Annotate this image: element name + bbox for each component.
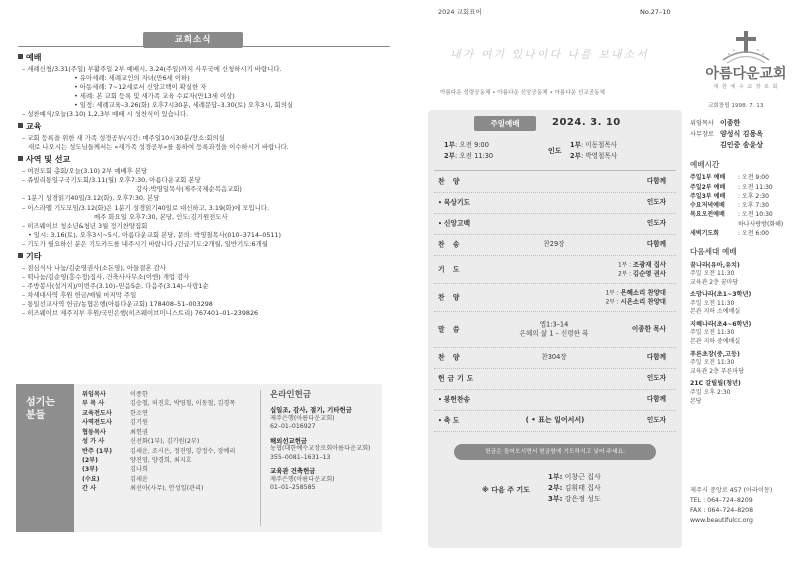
church-logo <box>696 30 796 91</box>
news-line: • 일정: 세례교육–3.26(화) 오후7시30분, 세례문답–3.30(토) 오후3시, 회의실 <box>74 101 294 110</box>
worship-times <box>444 140 493 161</box>
news-title: 교회소식 <box>143 32 243 48</box>
next-gen-group: 지혜나라(초4~6학년) <box>690 321 752 328</box>
staff-names: 김세운 <box>130 475 148 483</box>
next-gen-detail: 주일 오전 11:30 <box>690 269 735 277</box>
news-section-heading: 예배 <box>18 53 390 64</box>
leader-label: 인도 <box>548 147 562 155</box>
worship-time-row: 2부: 오전 11:30 <box>444 151 494 160</box>
staff-row <box>82 399 254 408</box>
community-subtitle: 아름다운 성령공동체 • 아름다운 신앙공동체 • 아름다운 선교공동체 <box>440 90 605 96</box>
standing-dot-icon: • <box>438 199 442 207</box>
news-line: – 차세대사역 후원 헌금/매월 마지막 주일 <box>22 291 137 300</box>
staff-role: (수요) <box>82 475 100 483</box>
staff-role: 위임목사 <box>82 391 106 398</box>
staff-names: 최선아(사무), 안성일(관리) <box>130 485 204 493</box>
next-gen-detail: 주일 오전 11:30 <box>690 299 735 307</box>
staff-row <box>82 418 254 427</box>
standing-dot-icon: • <box>438 396 442 404</box>
church-address <box>690 486 772 526</box>
worship-order-row <box>434 235 676 256</box>
news-section-heading: 교육 <box>18 122 390 133</box>
order-item-name: • 축 도 <box>438 416 460 425</box>
offering-account-line: 355–0081–1631–13 <box>270 453 331 461</box>
news-line: 매주 화요일 오후7:30, 본당, 인도:김기원전도사 <box>94 212 228 221</box>
staff-list <box>82 390 254 494</box>
denomination: 대 한 예 수 교 장 로 회 <box>713 83 779 90</box>
order-item-leader: 1부 : 은혜소리 찬양대 2부 : 시온소리 찬양대 <box>605 287 666 306</box>
news-line: – 주방봉사(설거지)/이번주(3.10)–믿음5순, 다음주(3.14)–사랑1순 <box>22 281 209 290</box>
address-line: FAX : 064–724–8208 <box>690 506 754 514</box>
order-item-name: 찬 양 <box>438 177 463 186</box>
staff-names: 이종한 <box>130 391 148 398</box>
staff-names: 김나희 <box>130 466 148 474</box>
staff-box <box>16 384 382 532</box>
news-line: 새로 나오시는 성도님들께서는 «새가족 성경공부»를 통하여 등록과정을 이수하시기 바랍니다. <box>28 143 289 152</box>
news-line: • 유아세례: 세례교인의 자녀(만6세 이하) <box>74 73 190 82</box>
order-item-leader: 인도자 <box>646 416 666 425</box>
staff-names: 최헌권 <box>130 428 148 436</box>
minister-row: 사무장로 양성식 김용옥 <box>690 129 764 138</box>
order-item-name: 헌금기도 <box>438 374 477 383</box>
news-line: – 기도가 필요하신 분은 기도카드를 내주시기 바랍니다./긴급기도:2개월, 일반기도:6개월 <box>22 239 268 248</box>
worship-tab: 주일예배 <box>474 116 536 131</box>
worship-leaders <box>570 140 617 161</box>
schedule-row: 목요오전예배 : 오전 10:30 <box>690 211 773 219</box>
schedule-title: 예배시간 <box>690 159 720 169</box>
worship-order-row <box>434 390 676 411</box>
issue-number: No.27–10 <box>640 8 671 16</box>
news-line: – 점심식사 나눔/김순영권사(소돈영), 아들결혼 감사 <box>22 263 166 272</box>
news-section-heading: 기타 <box>18 252 390 263</box>
news-line: – 교회 등록을 위한 새 가족 성경공부/시간: 매주일10시30분/장소:회의실 <box>22 134 225 143</box>
staff-names: 신선화(1부), 김기원(2부) <box>130 438 200 446</box>
news-line: – 성찬예식/오늘(3.10) 1,2,3부 예배 시 성찬식이 있습니다. <box>22 110 189 119</box>
year-motto-label: 2024 교회표어 <box>438 8 482 16</box>
order-item-detail: 찬304장 <box>541 353 567 362</box>
offering-account-line: 62–01–016927 <box>270 423 316 431</box>
staff-role: 부 목 사 <box>82 400 105 408</box>
staff-role: (3부) <box>82 466 98 474</box>
order-item-name: • 봉헌찬송 <box>438 395 471 404</box>
address-line: www.beautifulcc.org <box>690 516 753 524</box>
staff-row <box>82 456 254 465</box>
staff-row <box>82 428 254 437</box>
next-gen-detail: 본당 <box>690 397 702 405</box>
founded-date: 교회창립 1998. 7. 13 <box>708 103 764 109</box>
worship-leader-row: 2부: 박영철목사 <box>570 151 618 160</box>
staff-role: 협동목사 <box>82 428 106 436</box>
worship-time-row: 1부: 오전 9:00 <box>444 141 489 149</box>
next-prayer-row: 1부: 이창근 집사 <box>548 473 601 481</box>
order-item-name: 말 씀 <box>438 324 463 333</box>
cross-logo-icon <box>721 30 771 64</box>
next-prayer-row: 3부: 강은정 성도 <box>548 495 601 504</box>
next-gen-detail: 본관 지하 중예배실 <box>690 338 741 346</box>
staff-divider <box>260 390 261 526</box>
worship-order-row <box>434 172 676 193</box>
schedule-row: 하나사랑방(화해) <box>738 220 784 228</box>
order-item-detail: 엡1:3–14 은혜의 삶 1 – 신령한 복 <box>519 319 589 338</box>
staff-role: (2부) <box>82 456 98 464</box>
staff-row <box>82 390 254 399</box>
next-gen-detail: 교육관 2층 꿈마당 <box>690 278 739 286</box>
news-line: 강사:박영일목사(제주국제순복음교회) <box>136 185 242 194</box>
schedule-row: 새벽기도회 : 오전 6:00 <box>690 229 769 237</box>
order-item-leader: 다함께 <box>646 395 666 404</box>
online-title: 온라인헌금 <box>270 390 312 400</box>
next-gen-detail: 주일 오후 2:30 <box>690 388 731 396</box>
staff-role: 간 사 <box>82 485 97 493</box>
news-line: • 아동세례: 7~12세로서 신앙고백이 확실한 자 <box>74 82 207 91</box>
next-gen-group: 꿈나라(유아,유치) <box>690 261 740 269</box>
next-week-prayer-label: ※ 다음 주 기도 <box>482 486 530 494</box>
next-gen-group: 21C 갈릴릴(청년) <box>690 380 741 388</box>
news-line: – 쥬빌리통일구국기도회/3.11(월) 오후7:30, 아름다운교회 본당 <box>22 176 201 185</box>
worship-order-row <box>434 256 676 284</box>
next-gen-detail: 주일 오전 11:30 <box>690 359 735 367</box>
minister-row: 위임목사 이종한 <box>690 119 741 127</box>
order-item-name: 기 도 <box>438 264 463 273</box>
square-bullet-icon <box>18 156 23 161</box>
schedule-row: 주일2부 예배 : 오전 11:30 <box>690 183 773 191</box>
square-bullet-icon <box>18 123 23 128</box>
staff-names: 양진영, 양경희, 최지호 <box>130 456 192 464</box>
worship-order-list <box>434 172 676 432</box>
order-item-leader: 이종한 목사 <box>631 324 666 333</box>
offering-account-line: 농협(대한예수교장로회아름다운교회) <box>270 445 371 453</box>
worship-order-row <box>434 369 676 390</box>
news-line: – 1분기 성경읽기40일/3.12(화), 오후7:30, 본당 <box>22 194 160 203</box>
schedule-row: 주일1부 예배 : 오전 9:00 <box>690 174 769 182</box>
order-item-leader: 다함께 <box>646 177 666 186</box>
staff-role: 성 가 사 <box>82 438 105 446</box>
staff-row <box>82 409 254 418</box>
order-item-name: • 묵상기도 <box>438 198 471 207</box>
square-bullet-icon <box>18 253 23 258</box>
next-gen-title: 다음세대 예배 <box>690 247 737 257</box>
standing-dot-icon: • <box>438 417 442 425</box>
staff-row <box>82 437 254 446</box>
order-item-detail: 찬29장 <box>543 240 565 249</box>
worship-order-row <box>434 284 676 312</box>
staff-title: 섬기는 분들 <box>16 384 74 532</box>
staff-role: 사역전도사 <box>82 419 112 427</box>
next-gen-detail: 교육관 2층 푸른마당 <box>690 367 745 375</box>
next-gen-group: 소망나라(초1~3학년) <box>690 291 752 299</box>
order-item-leader: 인도자 <box>646 374 666 383</box>
news-section-heading: 사역 및 선교 <box>18 155 390 166</box>
staff-names: 한소연 <box>130 409 148 417</box>
worship-order-box <box>428 110 682 548</box>
offering-type: 십일조, 감사, 절기, 기타헌금 <box>270 406 352 415</box>
worship-date: 2024. 3. 10 <box>552 117 621 128</box>
address-line: 제주시 중앙로 457 (아라이동) <box>690 487 773 494</box>
order-item-name: 찬 양 <box>438 353 463 362</box>
offering-account-line: 제주은행(아름다운교회) <box>270 475 335 483</box>
staff-role: 교육전도사 <box>82 409 112 417</box>
staff-names: 김세운, 조시은, 정진영, 강정수, 장예리 <box>130 447 236 455</box>
right-page <box>400 0 800 566</box>
side-info <box>690 118 798 406</box>
news-line: – 이스라엘 기도모임/3.12(화)은 1분기 성경읽기40일로 대신하고, 3.19(화)에 모입니다. <box>22 203 270 212</box>
worship-order-row <box>434 214 676 235</box>
worship-divider <box>434 170 676 171</box>
news-line: – 히즈웨이브 제주지부 후원/국민은행(히즈웨이브미니스트리) 767401–01–239826 <box>22 309 259 318</box>
worship-leader-row: 1부: 이동철목사 <box>570 141 618 149</box>
news-line: – 통일선교사역 헌금/농협은행(아름다운교회) 178408–51–003298 <box>22 300 213 309</box>
offering-account-line: 제주은행(아름다운교회) <box>270 415 335 423</box>
next-prayer-row: 2부: 김휘태 집사 <box>548 484 601 493</box>
next-week-prayer-list <box>548 472 601 506</box>
worship-order-row <box>434 348 676 369</box>
offering-type: 교육관 건축헌금 <box>270 467 316 476</box>
next-gen-group: 푸른초장(중,고등) <box>690 350 740 358</box>
standing-dot-icon: • <box>438 220 442 228</box>
order-item-name: 찬 양 <box>438 292 463 301</box>
worship-order-row <box>434 193 676 214</box>
offering-type: 해외선교헌금 <box>270 436 308 445</box>
next-gen-detail: 본관 지하 소예배실 <box>690 308 741 316</box>
minister-row: 김인중 송윤상 <box>720 140 764 149</box>
staff-row <box>82 475 254 484</box>
news-line: • 세례: 본 교회 등록 및 새가족 교육 수료자(만13세 이상) <box>74 92 235 101</box>
square-bullet-icon <box>18 54 23 59</box>
staff-row <box>82 465 254 474</box>
order-item-leader: 다함께 <box>646 353 666 362</box>
news-line: – 히즈웨이브 청소년&청년 3월 정기찬양집회 <box>22 221 148 230</box>
address-line: TEL : 064–724–8209 <box>690 496 753 504</box>
staff-row <box>82 447 254 456</box>
motto-text: 내가 여기 있나이다 나를 보내소서 <box>450 48 649 61</box>
order-item-leader: 인도자 <box>646 219 666 228</box>
order-item-name: 찬 송 <box>438 240 463 249</box>
order-item-name: • 신앙고백 <box>438 219 471 228</box>
order-item-leader: 1부 : 조광재 집사 2부 : 김순영 권사 <box>617 259 666 278</box>
worship-order-row <box>434 312 676 348</box>
staff-names: 김승철, 허진호, 박영철, 이동철, 김경목 <box>130 400 236 408</box>
offering-notice: 헌금은 들어오시면서 헌금함에 기도하시고 넣어 주세요. <box>454 444 656 460</box>
schedule-row: 주일3부 예배 : 오후 2:30 <box>690 192 769 200</box>
news-line: – 여전도회 총회/오늘(3.10) 2부 예배후 본당 <box>22 167 148 176</box>
church-name: 아름다운교회 <box>705 66 787 82</box>
online-offering <box>270 390 378 493</box>
news-line: – 떡나눔/김순영(흥수정)집사, 건축사사무소(이엔) 개업 감사 <box>22 272 190 281</box>
staff-names: 김기원 <box>130 419 148 427</box>
offering-account-line: 01–01–258585 <box>270 484 316 492</box>
standing-note: ( • 표는 일어서서) <box>525 416 585 424</box>
order-item-leader: 다함께 <box>646 240 666 249</box>
news-body <box>18 50 390 318</box>
staff-role: 반주 (1부) <box>82 447 113 455</box>
news-line: – 세례신청/3.31(주일) 부활주일 2부 예배시, 3.24(주일)까지 사무국에 신청하시기 바랍니다. <box>22 64 282 73</box>
news-line: • 일시: 3.16(토), 오후3시~5시, 아름다운교회 본당, 문의: 박영철목사(010–3714–0511) <box>28 230 282 239</box>
next-gen-detail: 주일 오전 11:30 <box>690 329 735 337</box>
order-item-leader: 인도자 <box>646 198 666 207</box>
staff-row <box>82 484 254 493</box>
schedule-row: 수요저녁예배 : 오후 7:30 <box>690 202 769 210</box>
